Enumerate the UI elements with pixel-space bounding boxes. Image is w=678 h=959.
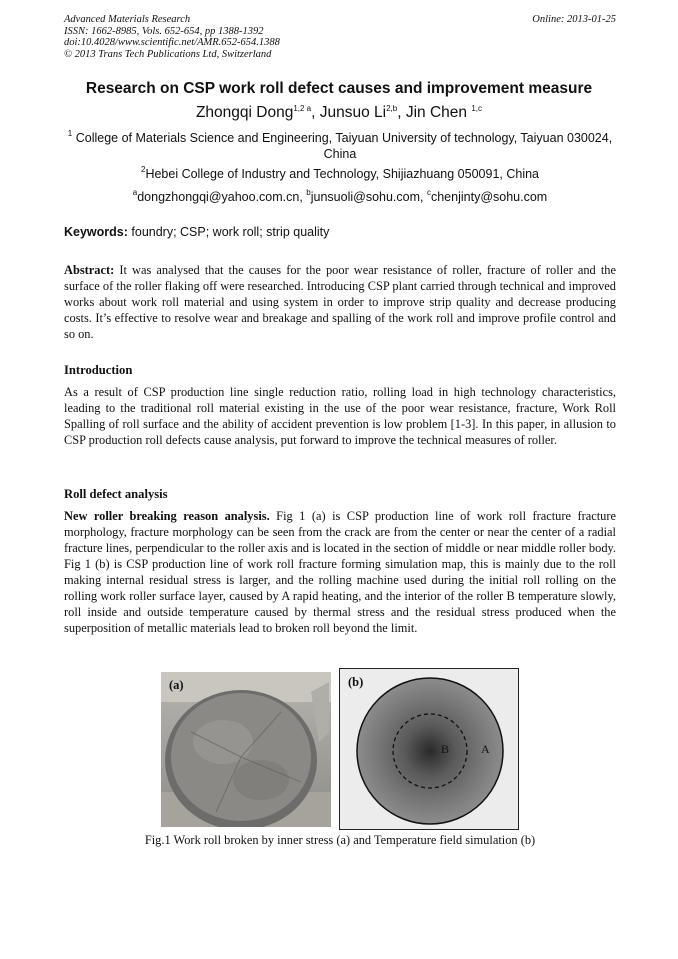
affiliation-sup: 1 — [67, 129, 73, 138]
subheading-breaking-reason: New roller breaking reason analysis. — [64, 509, 270, 523]
author-list — [40, 104, 638, 122]
section-heading-roll-defect: Roll defect analysis — [64, 487, 168, 501]
figure-b-simulation — [339, 668, 519, 830]
figure-caption: Fig.1 Work roll broken by inner stress (a) and Temperature field simulation (b) — [144, 833, 536, 847]
paper-title: Research on CSP work roll defect causes and improvement measure — [85, 80, 593, 97]
introduction-paragraph: As a result of CSP production line single reduction ratio, rolling load in high technology characteristics, leading to the traditional roll material existing in the use of the poor wear resistance, fracture, Work Roll Spalling of roll surface and the ability of accident prevention is low problem [1-3]. In this paper, in allusion to CSP production roll defects cause analysis, put forward to improve the technical measures of roller. — [64, 385, 616, 447]
doi-line: doi:10.4028/www.scientific.net/AMR.652-654.1388 — [64, 37, 280, 48]
abstract — [64, 262, 616, 342]
affiliation-text: Hebei College of Industry and Technology, Shijiazhuang 050091, China — [145, 167, 539, 181]
zone-b-label: B — [441, 742, 450, 756]
author-sup: 2,b — [386, 104, 398, 113]
abstract-text: It was analysed that the causes for the poor wear resistance of roller, fracture of roller and the surface of the roller flaking off were researched. Introducing CSP plant carried through technical and improved works about work roll material and using system in order to improve strip quality and decrease producing costs. It’s effective to resolve wear and breakage and spalling of the work roll and improve profile control and so on. — [64, 263, 616, 341]
author-sep: , — [311, 104, 320, 121]
affiliation-2 — [64, 166, 616, 182]
keywords — [64, 225, 329, 239]
section-heading-introduction: Introduction — [64, 363, 133, 377]
author-sep: , — [397, 104, 406, 121]
author-name: Zhongqi Dong — [195, 104, 294, 121]
email-link[interactable]: junsuoli@sohu.com — [310, 190, 421, 204]
keywords-text: foundry; CSP; work roll; strip quality — [131, 225, 330, 239]
abstract-label: Abstract: — [64, 263, 115, 277]
copyright-line: © 2013 Trans Tech Publications Ltd, Switzerland — [64, 48, 272, 60]
keywords-label: Keywords: — [64, 225, 128, 239]
figure-a-label: (a) — [169, 678, 184, 692]
online-date: Online: 2013-01-25 — [532, 14, 616, 25]
roll-defect-paragraph — [64, 508, 616, 636]
roll-defect-text: Fig 1 (a) is CSP production line of work roll fracture fracture morphology, fracture morphology can be seen from the crack are from the center or near the center of a radial fracture lines, perpendicular to the roller axis and is located in the section of middle or near middle roller body. Fig 1 (b) is CSP production line of work roll fracture forming simulation map, this is mainly due to the roll making internal residual stress is larger, and the rolling machine used during the initial roll rolling on the rolling work roller surface layer, caused by A rapid heating, and the interior of the roller B temperature slowly, roll inside and outside temperature caused by thermal stress and the residual stress produced when the superposition of metallic materials lead to broken roll beyond the limit. — [64, 509, 616, 635]
broken-roll-image — [161, 672, 331, 827]
email-link[interactable]: dongzhongqi@yahoo.com.cn — [137, 190, 300, 204]
affiliation-sup: 2 — [140, 165, 146, 174]
email-sup: c — [426, 188, 431, 197]
author-name: Jin Chen — [405, 104, 468, 121]
affiliation-text: College of Materials Science and Engineering, Taiyuan University of technology, Taiyuan 030024, China — [75, 131, 613, 161]
figure-b-label: (b) — [348, 675, 364, 689]
author-sup: 1,2 a — [293, 104, 312, 113]
email-link[interactable]: chenjinty@sohu.com — [430, 190, 548, 204]
email-sup: a — [132, 188, 138, 197]
temperature-field-image — [340, 669, 518, 829]
affiliation-1 — [64, 130, 616, 162]
figure-a-photo — [161, 672, 331, 827]
email-line: $^a$dongzhongqi@yahoo.com.cn, $^b$junsuoli@sohu.com, $^c$chenjinty@sohu.com — [132, 188, 548, 204]
zone-a-label: A — [481, 742, 490, 756]
issn-line: ISSN: 1662-8985, Vols. 652-654, pp 1388-1392 — [64, 25, 264, 37]
journal-header — [64, 14, 616, 60]
author-name: Junsuo Li — [319, 104, 387, 121]
email-sup: b — [306, 188, 311, 197]
author-sup: 1,c — [471, 104, 483, 113]
journal-name: Advanced Materials Research — [64, 14, 191, 25]
